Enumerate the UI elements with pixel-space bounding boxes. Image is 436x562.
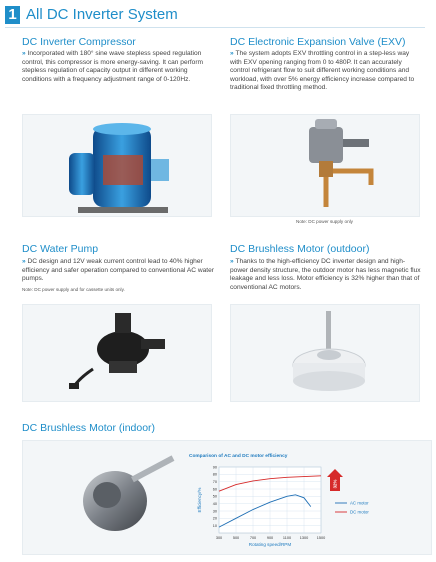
chevron-right-icon: » — [22, 258, 28, 265]
outdoor-motor-text — [230, 258, 422, 292]
chart-title: Comparison of AC and DC motor efficiency — [189, 454, 288, 459]
indoor-motor-title: DC Brushless Motor (indoor) — [22, 422, 156, 434]
exv-description: The system adopts EXV throttling control in a step-less way with EXV opening ranging from 0 to 480P. It can accurately control refrigerant flow to suit different working conditions and workload, with over 5% energy efficiency increase compared to traditional fixed throttling method. — [230, 50, 415, 92]
page-title: All DC Inverter System — [26, 6, 178, 23]
y-axis-label: Efficiency/% — [197, 487, 202, 513]
y-tick-label: 80 — [212, 472, 217, 477]
outdoor-motor-description: Thanks to the high-efficiency DC inverter design and high-power density structure, the outdoor motor has less magnetic flux leakage and less loss. Motor efficiency is 32% higher than that of conventional AC motors. — [230, 258, 421, 291]
y-tick-label: 50 — [212, 494, 217, 499]
legend-label: AC motor — [350, 500, 369, 506]
x-tick-label: 500 — [232, 536, 240, 540]
y-tick-label: 40 — [212, 502, 217, 507]
y-tick-label: 20 — [212, 516, 217, 521]
y-tick-label: 10 — [212, 524, 217, 529]
outdoor-motor-photo — [230, 304, 420, 402]
water-pump-text — [22, 258, 214, 284]
exv-note: Note: DC power supply only — [296, 219, 353, 224]
y-tick-label: 30 — [212, 509, 217, 514]
section-number-badge: 1 — [5, 6, 20, 24]
exv-title: DC Electronic Expansion Valve (EXV) — [230, 36, 406, 48]
compressor-illustration-icon — [23, 115, 212, 217]
x-tick-label: 1500 — [316, 536, 326, 540]
chevron-right-icon: » — [22, 50, 28, 57]
outdoor-motor-illustration-icon — [231, 305, 420, 402]
y-tick-label: 70 — [212, 480, 217, 485]
efficiency-chart — [187, 447, 427, 552]
water-pump-title: DC Water Pump — [22, 243, 99, 255]
water-pump-illustration-icon — [23, 305, 212, 402]
compressor-description: Incorporated with 180° sine wave stepless speed regulation control, this compressor is more energy-saving. It can perform stepless regulation of capacity output in different working conditions with a frequency adjustment range of 0-120Hz. — [22, 50, 204, 83]
indoor-motor-panel — [22, 440, 432, 555]
exv-text — [230, 50, 422, 93]
exv-photo — [230, 114, 420, 217]
legend-label: DC motor — [350, 509, 369, 515]
water-pump-photo — [22, 304, 212, 402]
x-tick-label: 1300 — [299, 536, 309, 540]
x-tick-label: 300 — [215, 536, 223, 540]
chevron-right-icon: » — [230, 258, 236, 265]
header-divider — [5, 27, 425, 28]
y-tick-label: 90 — [212, 465, 217, 470]
compressor-title: DC Inverter Compressor — [22, 36, 136, 48]
compressor-photo — [22, 114, 212, 217]
up-arrow-icon — [327, 469, 343, 477]
x-tick-label: 700 — [249, 536, 257, 540]
x-tick-label: 1100 — [282, 536, 292, 540]
chevron-right-icon: » — [230, 50, 236, 57]
compressor-text — [22, 50, 214, 84]
expansion-valve-illustration-icon — [231, 115, 420, 217]
x-tick-label: 900 — [266, 536, 274, 540]
annotation-label: 32% — [332, 479, 338, 489]
x-axis-label: Rotating speed/RPM — [248, 542, 292, 547]
water-pump-description: DC design and 12V weak current control lead to 40% higher efficiency and safer operation compared to conventional AC water pumps. — [22, 258, 214, 283]
outdoor-motor-title: DC Brushless Motor (outdoor) — [230, 243, 370, 255]
water-pump-note: Note: DC power supply and for cassette units only. — [22, 287, 125, 292]
y-tick-label: 60 — [212, 487, 217, 492]
indoor-motor-illustration-icon — [53, 451, 183, 546]
